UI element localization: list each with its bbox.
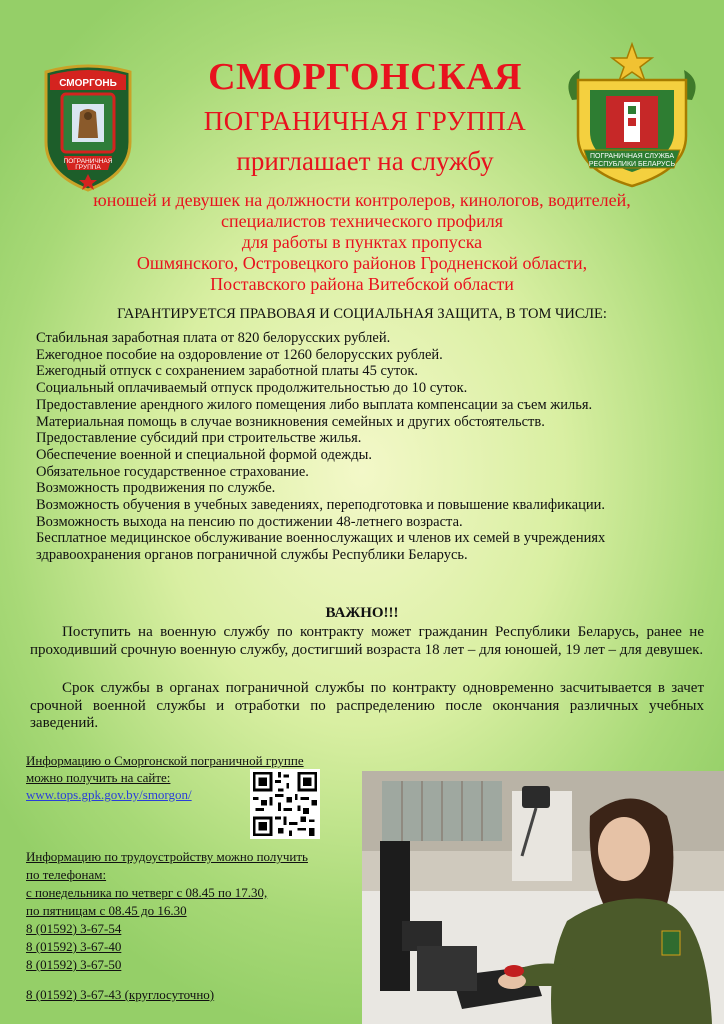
benefit-item: Возможность обучения в учебных заведениях, переподготовка и повышение квалификации. xyxy=(36,497,606,514)
benefit-item: Обеспечение военной и специальной формой одежды. xyxy=(36,446,373,463)
smorgon-emblem-icon xyxy=(42,62,134,192)
site-link[interactable]: www.tops.gpk.gov.by/smorgon/ xyxy=(26,787,192,802)
benefit-item: Социальный оплачиваемый отпуск продолжительностью до 10 суток. xyxy=(36,380,468,397)
site-info-line: можно получить на сайте: xyxy=(26,770,171,785)
border-officer-photo xyxy=(362,771,724,1024)
benefit-item: Предоставление субсидий при строительстве жилья. xyxy=(36,430,362,447)
intro-line: Поставского района Витебской области xyxy=(210,274,514,294)
phone-number: 8 (01592) 3-67-50 xyxy=(26,957,122,972)
benefits-list xyxy=(36,330,706,564)
intro-line: для работы в пунктах пропуска xyxy=(241,232,483,252)
page-subtitle: ПОГРАНИЧНАЯ ГРУППА xyxy=(203,106,527,136)
invite-heading: приглашает на службу xyxy=(236,146,494,176)
phone-number: 8 (01592) 3-67-54 xyxy=(26,921,122,936)
benefit-item: здравоохранения органов пограничной службы Республики Беларусь. xyxy=(36,547,468,564)
right-emblem-text-1: ПОГРАНИЧНАЯ СЛУЖБА xyxy=(589,153,675,160)
benefit-item: Предоставление арендного жилого помещения либо выплата компенсации за съем жилья. xyxy=(36,396,593,413)
right-emblem-text-2: РЕСПУБЛИКИ БЕЛАРУСЬ xyxy=(588,161,676,168)
guarantee-heading: ГАРАНТИРУЕТСЯ ПРАВОВАЯ И СОЦИАЛЬНАЯ ЗАЩИТА, В ТОМ ЧИСЛЕ: xyxy=(117,306,607,322)
benefit-item: Возможность продвижения по службе. xyxy=(36,480,276,497)
benefit-item: Ежегодное пособие на оздоровление от 1260 белорусских рублей. xyxy=(36,346,443,363)
contacts-line: по телефонам: xyxy=(26,867,107,882)
benefit-item: Материальная помощь в случае возникновения семейных и других обстоятельств. xyxy=(36,413,545,430)
page-title: СМОРГОНСКАЯ xyxy=(208,56,522,98)
intro-block xyxy=(20,190,704,295)
contacts-hours: по пятницам с 08.45 до 16.30 xyxy=(26,903,187,918)
intro-line: специалистов технического профиля xyxy=(220,211,504,231)
important-paragraph-2: Срок службы в органах пограничной службы по контракту одновременно засчитывается в зачет срочной военной службы и отработки по распределению после окончания различных учебных заведений. xyxy=(30,680,704,731)
intro-line: юношей и девушек на должности контролеров, кинологов, водителей, xyxy=(93,190,631,210)
qr-code-icon xyxy=(250,769,320,839)
benefit-item: Стабильная заработная плата от 820 белорусских рублей. xyxy=(36,330,391,346)
left-emblem-bottom-text-1: ПОГРАНИЧНАЯ xyxy=(63,158,113,165)
benefit-item: Возможность выхода на пенсию по достижении 48-летнего возраста. xyxy=(36,513,463,530)
important-paragraph-1: Поступить на военную службу по контракту может гражданин Республики Беларусь, ранее не проходивший срочную военную службу, достигший возраста 18 лет – для юношей, 19 лет – для девушек. xyxy=(30,624,704,658)
phone-number: 8 (01592) 3-67-40 xyxy=(26,939,122,954)
contacts-hours: с понедельника по четверг с 08.45 по 17.30, xyxy=(26,885,268,900)
site-info-line: Информацию о Сморгонской пограничной группе xyxy=(26,753,304,768)
benefit-item: Бесплатное медицинское обслуживание военнослужащих и членов их семей в учреждениях xyxy=(36,530,606,547)
intro-line: Ошмянского, Островецкого районов Гродненской области, xyxy=(136,253,588,273)
contacts xyxy=(26,848,308,1004)
benefit-item: Обязательное государственное страхование. xyxy=(36,463,309,480)
border-service-emblem-icon xyxy=(562,40,702,190)
phone-number-24h: 8 (01592) 3-67-43 (круглосуточно) xyxy=(26,987,215,1002)
contacts-line: Информацию по трудоустройству можно получить xyxy=(26,849,308,864)
benefit-item: Ежегодный отпуск с сохранением заработной платы 45 суток. xyxy=(36,363,419,380)
left-emblem-top-text: СМОРГОНЬ xyxy=(59,78,117,89)
important-heading: ВАЖНО!!! xyxy=(325,605,399,621)
left-emblem-bottom-text-2: ГРУППА xyxy=(75,164,101,171)
